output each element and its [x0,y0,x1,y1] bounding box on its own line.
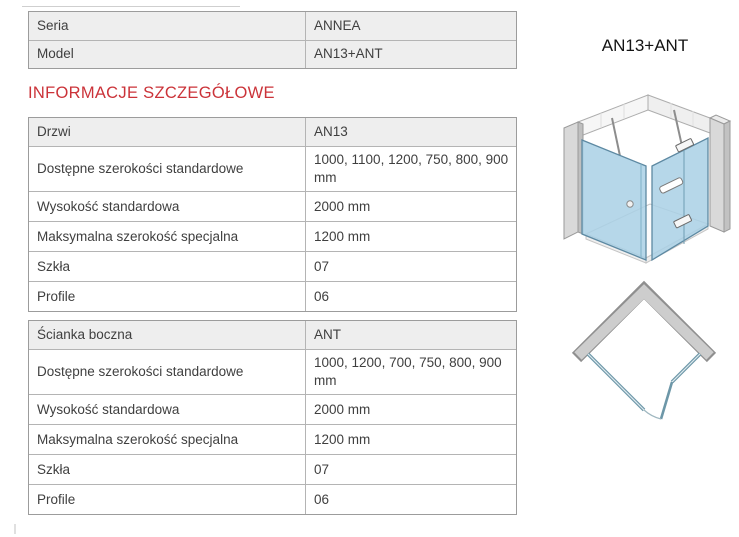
table-row [29,424,516,454]
row-value: AN13 [314,123,348,139]
page-bottom-mark [14,524,16,534]
row-value: 07 [314,258,330,274]
row-label: Dostępne szerokości standardowe [29,147,306,191]
series-model-table [28,11,517,69]
table-row [29,146,516,191]
table-header-row [29,118,516,146]
row-value: 2000 mm [314,198,371,214]
row-label: Seria [29,12,306,40]
table-row [29,394,516,424]
row-label: Drzwi [29,118,306,146]
row-label: Model [29,41,306,68]
row-label: Szkła [29,252,306,281]
row-label: Maksymalna szerokość specjalna [29,425,306,454]
table-row [29,191,516,221]
row-label: Ścianka boczna [29,321,306,349]
row-label: Maksymalna szerokość specjalna [29,222,306,251]
row-value: 1200 mm [314,431,371,447]
row-label: Wysokość standardowa [29,192,306,221]
page-top-divider [22,6,240,7]
table-row [29,12,516,40]
side-panel-spec-table [28,320,517,515]
row-value: 06 [314,288,330,304]
row-label: Dostępne szerokości standardowe [29,350,306,394]
section-heading: INFORMACJE SZCZEGÓŁOWE [28,84,275,102]
table-row [29,221,516,251]
shower-enclosure-3d-diagram [556,82,738,270]
shower-enclosure-top-view-diagram [562,270,724,432]
row-value: ANT [314,326,341,342]
table-header-row [29,321,516,349]
row-label: Profile [29,485,306,514]
row-label: Profile [29,282,306,311]
row-label: Szkła [29,455,306,484]
table-row [29,349,516,394]
row-value: 06 [314,491,330,507]
row-value: AN13+ANT [314,46,383,62]
table-row [29,40,516,68]
row-value: 1000, 1200, 700, 750, 800, 900 mm [314,355,502,389]
diagram-model-label: AN13+ANT [601,36,689,55]
door-spec-table [28,117,517,312]
row-value: 1000, 1100, 1200, 750, 800, 900 mm [314,152,509,186]
table-row [29,251,516,281]
table-row [29,281,516,311]
table-row [29,454,516,484]
row-label: Wysokość standardowa [29,395,306,424]
table-row [29,484,516,514]
row-value: 2000 mm [314,401,371,417]
row-value: 07 [314,461,330,477]
row-value: ANNEA [314,17,361,33]
row-value: 1200 mm [314,228,371,244]
